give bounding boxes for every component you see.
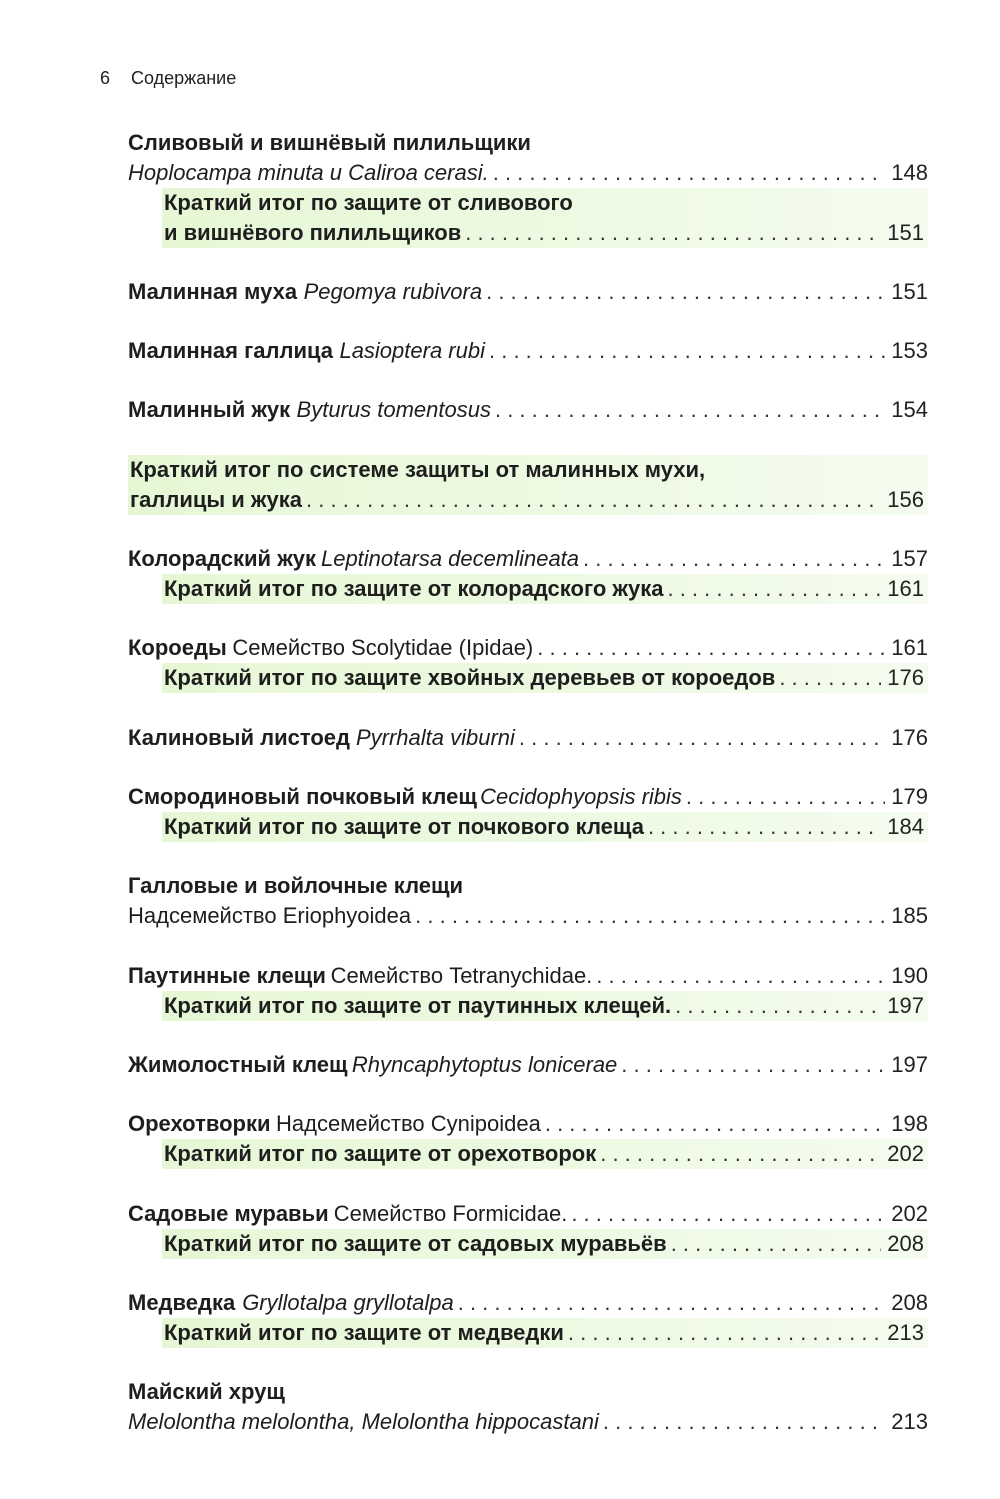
leader-dots xyxy=(486,277,885,307)
entry-page: 157 xyxy=(891,546,928,571)
entry-page: 148 xyxy=(891,160,928,185)
summary-text: и вишнёвого пилильщиков xyxy=(164,220,462,245)
leader-dots xyxy=(671,1229,882,1259)
summary-text: галлицы и жука xyxy=(130,487,303,512)
summary-text: Краткий итог по защите от колорадского жука xyxy=(164,576,664,601)
toc-summary[interactable] xyxy=(162,218,928,248)
leader-dots xyxy=(537,633,885,663)
entry-latin: Pegomya rubivora xyxy=(303,279,483,304)
toc-summary[interactable] xyxy=(162,1318,928,1348)
leader-dots xyxy=(458,1288,886,1318)
entry-page: 156 xyxy=(887,487,924,512)
leader-dots xyxy=(675,991,881,1021)
entry-page: 176 xyxy=(887,665,924,690)
summary-text: Краткий итог по защите от почкового клеща xyxy=(164,814,644,839)
entry-latin: Lasioptera rubi xyxy=(339,338,485,363)
entry-page: 202 xyxy=(887,1141,924,1166)
leader-dots xyxy=(603,1407,885,1437)
entry-title: Короеды xyxy=(128,635,227,660)
leader-dots xyxy=(495,395,885,425)
entry-latin: Hoplocampa minuta и Caliroa cerasi. xyxy=(128,160,489,185)
entry-page: 197 xyxy=(891,1052,928,1077)
entry-latin: Leptinotarsa decemlineata xyxy=(320,546,580,571)
entry-page: 161 xyxy=(887,576,924,601)
toc-entry[interactable] xyxy=(128,723,928,753)
leader-dots xyxy=(306,485,881,515)
toc-summary[interactable] xyxy=(128,485,928,515)
summary-text: Краткий итог по системе защиты от малинных мухи, xyxy=(130,457,706,482)
entry-title: Смородиновый почковый клещ xyxy=(128,784,477,809)
entry-title: Медведка xyxy=(128,1290,236,1315)
toc-summary[interactable] xyxy=(162,1139,928,1169)
entry-title: Орехотворки xyxy=(128,1111,271,1136)
toc-summary[interactable] xyxy=(162,1229,928,1259)
entry-title: Сливовый и вишнёвый пилильщики xyxy=(128,130,531,155)
toc-entry[interactable] xyxy=(128,544,928,574)
leader-dots xyxy=(493,158,886,188)
summary-text: Краткий итог по защите от сливового xyxy=(164,190,573,215)
entry-latin: Byturus tomentosus xyxy=(296,397,491,422)
entry-latin: Gryllotalpa gryllotalpa xyxy=(242,1290,454,1315)
toc-entry[interactable] xyxy=(128,1109,928,1139)
toc-entry[interactable] xyxy=(128,961,928,991)
page-number: 6 xyxy=(100,68,111,88)
entry-family: Семейство Formicidae. xyxy=(333,1201,568,1226)
entry-title: Галловые и войлочные клещи xyxy=(128,873,464,898)
leader-dots xyxy=(489,336,885,366)
entry-page: 151 xyxy=(891,279,928,304)
entry-page: 208 xyxy=(887,1231,924,1256)
leader-dots xyxy=(621,1050,885,1080)
entry-page: 185 xyxy=(891,903,928,928)
entry-page: 198 xyxy=(891,1111,928,1136)
toc-entry[interactable] xyxy=(128,277,928,307)
summary-text: Краткий итог по защите от паутинных клещей. xyxy=(164,993,672,1018)
leader-dots xyxy=(545,1109,885,1139)
leader-dots xyxy=(571,1199,885,1229)
leader-dots xyxy=(583,544,885,574)
toc-entry[interactable] xyxy=(128,158,928,188)
running-header xyxy=(100,68,236,89)
summary-text: Краткий итог по защите от медведки xyxy=(164,1320,564,1345)
entry-title: Садовые муравьи xyxy=(128,1201,329,1226)
entry-family: Семейство Scolytidae (Ipidae) xyxy=(232,635,534,660)
toc-summary[interactable] xyxy=(162,188,928,218)
entry-page: 151 xyxy=(887,220,924,245)
toc-entry[interactable] xyxy=(128,633,928,663)
leader-dots xyxy=(686,782,885,812)
entry-title: Малинная муха xyxy=(128,279,298,304)
entry-title: Колорадский жук xyxy=(128,546,317,571)
toc-entry[interactable] xyxy=(128,336,928,366)
toc-heading xyxy=(128,871,928,901)
entry-latin: Rhyncaphytoptus lonicerae xyxy=(351,1052,618,1077)
leader-dots xyxy=(648,812,881,842)
leader-dots xyxy=(779,663,881,693)
entry-page: 176 xyxy=(891,725,928,750)
entry-page: 208 xyxy=(891,1290,928,1315)
entry-page: 213 xyxy=(891,1409,928,1434)
toc-summary[interactable] xyxy=(162,812,928,842)
entry-page: 184 xyxy=(887,814,924,839)
entry-page: 190 xyxy=(891,963,928,988)
entry-title: Калиновый листоед xyxy=(128,725,350,750)
toc-entry[interactable] xyxy=(128,1199,928,1229)
entry-title: Малинный жук xyxy=(128,397,291,422)
entry-page: 154 xyxy=(891,397,928,422)
leader-dots xyxy=(600,1139,881,1169)
leader-dots xyxy=(519,723,885,753)
entry-latin: Cecidophyopsis ribis xyxy=(480,784,682,809)
toc-entry[interactable] xyxy=(128,1288,928,1318)
entry-page: 153 xyxy=(891,338,928,363)
entry-family: Семейство Tetranychidae. xyxy=(330,963,593,988)
toc-entry[interactable] xyxy=(128,901,928,931)
entry-page: 161 xyxy=(891,635,928,660)
toc-entry[interactable] xyxy=(128,782,928,812)
entry-page: 202 xyxy=(891,1201,928,1226)
entry-family: Надсемейство Eriophyoidea xyxy=(128,903,412,928)
entry-page: 213 xyxy=(887,1320,924,1345)
leader-dots xyxy=(415,901,885,931)
leader-dots xyxy=(568,1318,881,1348)
entry-family: Надсемейство Cynipoidea xyxy=(276,1111,541,1136)
summary-text: Краткий итог по защите от садовых муравьёв xyxy=(164,1231,667,1256)
entry-title: Майский хрущ xyxy=(128,1379,285,1404)
entry-title: Малинная галлица xyxy=(128,338,333,363)
toc-heading xyxy=(128,128,928,158)
running-title: Содержание xyxy=(131,68,237,88)
toc-entry[interactable] xyxy=(128,1050,928,1080)
toc-heading xyxy=(128,1377,928,1407)
entry-page: 197 xyxy=(887,993,924,1018)
leader-dots xyxy=(596,961,885,991)
toc-entry[interactable] xyxy=(128,395,928,425)
entry-title: Паутинные клещи xyxy=(128,963,326,988)
toc-entry[interactable] xyxy=(128,1407,928,1437)
leader-dots xyxy=(465,218,881,248)
leader-dots xyxy=(667,574,881,604)
summary-text: Краткий итог по защите хвойных деревьев от короедов xyxy=(164,665,776,690)
toc-summary[interactable] xyxy=(162,991,928,1021)
entry-title: Жимолостный клещ xyxy=(128,1052,348,1077)
toc-summary[interactable] xyxy=(128,455,928,485)
entry-latin: Melolontha melolontha, Melolontha hippocastani xyxy=(128,1409,599,1434)
entry-page: 179 xyxy=(891,784,928,809)
toc-summary[interactable] xyxy=(162,663,928,693)
summary-text: Краткий итог по защите от орехотворок xyxy=(164,1141,597,1166)
entry-latin: Pyrrhalta viburni xyxy=(355,725,515,750)
toc-summary[interactable] xyxy=(162,574,928,604)
